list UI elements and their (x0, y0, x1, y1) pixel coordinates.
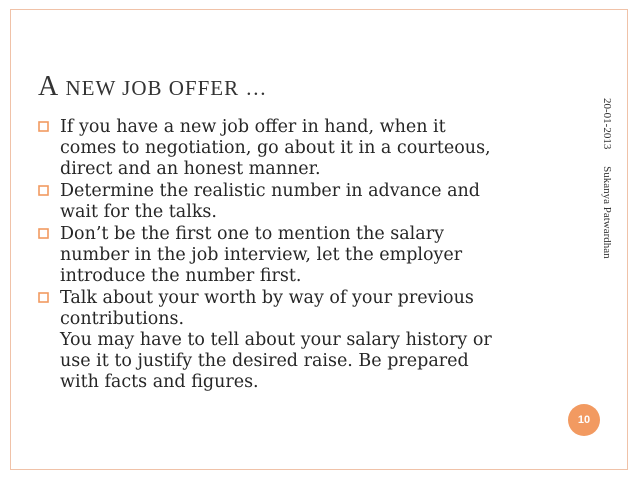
bullet-line: Talk about your worth by way of your previous (60, 288, 474, 308)
bullet-line: number in the job interview, let the employer (60, 245, 463, 265)
bullet-line: direct and an honest manner. (60, 159, 321, 179)
side-footer (589, 98, 613, 268)
side-author: Sukanya Patwardhan (601, 166, 613, 259)
slide-title-initial: A (38, 71, 60, 102)
page-number: 10 (577, 414, 591, 426)
bullet-list (38, 117, 568, 394)
side-date: 20-01-2013 (601, 98, 613, 150)
bullet-line: with facts and figures. (60, 372, 259, 392)
bullet-line: contributions. (60, 309, 185, 329)
page-number-badge (568, 404, 600, 436)
bullet-item (38, 117, 568, 180)
bullet-line: wait for the talks. (60, 202, 217, 222)
bullet-line: comes to negotiation, go about it in a courteous, (60, 138, 491, 158)
bullet-item (38, 181, 568, 223)
square-bullet-icon (38, 292, 49, 303)
bullet-item (38, 224, 568, 287)
bullet-line: If you have a new job offer in hand, when it (60, 117, 446, 137)
slide-title (38, 66, 267, 103)
bullet-line: use it to justify the desired raise. Be prepared (60, 351, 469, 371)
slide-title-rest: NEW JOB OFFER … (59, 76, 268, 100)
bullet-item (38, 288, 568, 393)
bullet-line: introduce the number first. (60, 266, 302, 286)
square-bullet-icon (38, 228, 49, 239)
bullet-line: Don’t be the first one to mention the salary (60, 224, 444, 244)
square-bullet-icon (38, 185, 49, 196)
square-bullet-icon (38, 121, 49, 132)
bullet-line: Determine the realistic number in advance and (60, 181, 480, 201)
bullet-line: You may have to tell about your salary history or (60, 330, 492, 350)
